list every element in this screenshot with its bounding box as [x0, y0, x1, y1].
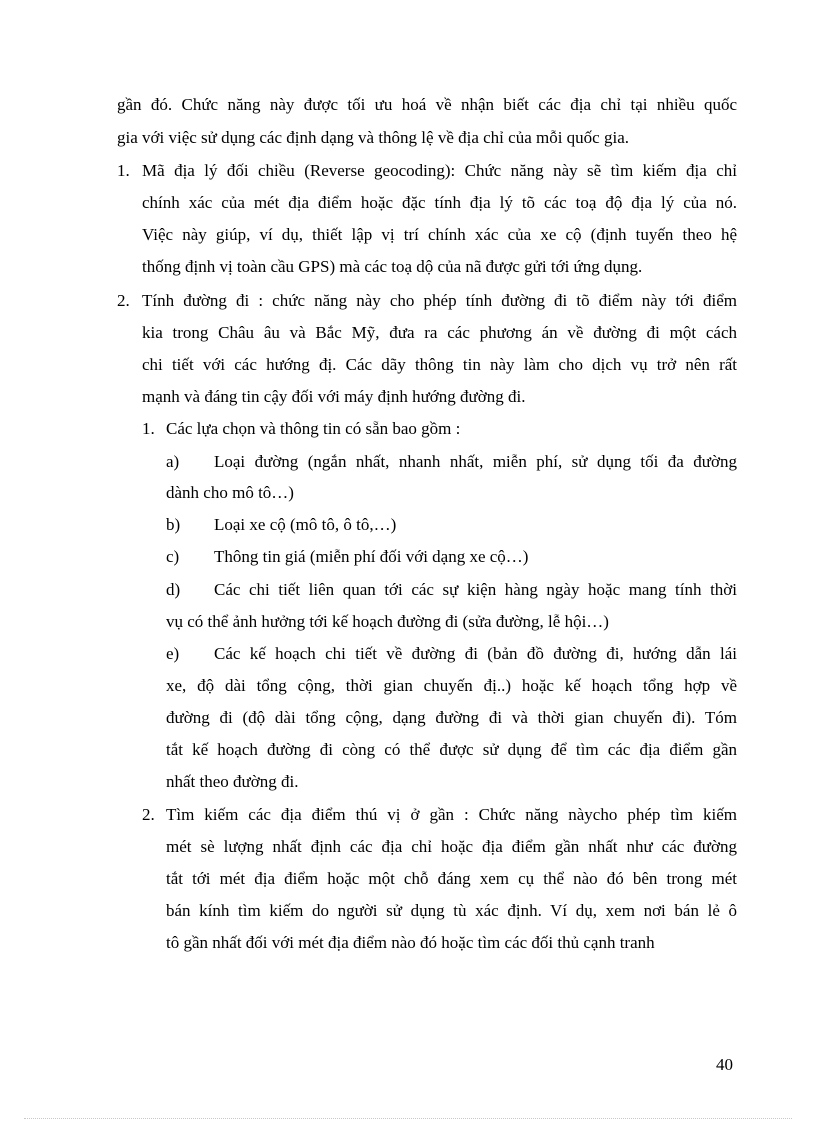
list-item-line: Tính đường đi : chức năng này cho phép tính đường đi tõ điểm này tới điểm	[142, 291, 737, 310]
option-line: tắt kế hoạch đường đi còng có thể được sử dụng để tìm các địa điểm gần	[166, 740, 737, 759]
option-letter: d)	[166, 580, 181, 599]
option-line: Thông tin giá (miễn phí đối với dạng xe cộ…)	[214, 547, 529, 566]
sub-item-line: Tìm kiếm các địa điểm thú vị ở gần : Chức năng nàycho phép tìm kiếm	[166, 805, 737, 824]
option-letter: a)	[166, 452, 180, 471]
option-line: Các kế hoạch chi tiết về đường đi (bản đồ đường đi, hướng dẫn lái	[214, 644, 737, 663]
list-item-line: chi tiết với các hướng đị. Các dãy thông tin này làm cho dịch vụ trở nên rất	[142, 355, 737, 374]
list-item-line: thống định vị toàn cầu GPS) mà các toạ dộ của nã được gửi tới ứng dụng.	[142, 257, 643, 276]
sub-item-line: Các lựa chọn và thông tin có sẵn bao gồm :	[166, 419, 461, 438]
option-line: vụ có thể ảnh hưởng tới kế hoạch đường đi (sửa đường, lễ hội…)	[166, 612, 609, 631]
list-item-line: Mã địa lý đối chiều (Reverse geocoding): Chức năng này sẽ tìm kiếm địa chỉ	[142, 161, 737, 180]
option-line: nhất theo đường đi.	[166, 772, 299, 791]
option-line: Loại xe cộ (mô tô, ô tô,…)	[214, 515, 397, 534]
list-item-line: mạnh và đáng tin cậy đối với máy định hướng đường đi.	[142, 387, 526, 406]
sub-item-line: tô gần nhất đối với mét địa điểm nào đó hoặc tìm các đối thủ cạnh tranh	[166, 933, 655, 952]
list-item-number: 2.	[117, 291, 130, 310]
option-letter: e)	[166, 644, 180, 663]
sub-item-line: mét sè lượng nhất định các địa chỉ hoặc địa điểm gần nhất như các đường	[166, 837, 737, 856]
option-line: Các chi tiết liên quan tới các sự kiện hàng ngày hoặc mang tính thời	[214, 580, 737, 599]
sub-item-number: 1.	[142, 419, 155, 438]
page-bottom-divider	[24, 1118, 792, 1119]
page-number: 40	[716, 1055, 733, 1074]
sub-item-line: tắt tới mét địa điểm hoặc một chỗ đáng xem cụ thể nào đó bên trong mét	[166, 869, 737, 888]
sub-item-number: 2.	[142, 805, 155, 824]
sub-item-line: bán kính tìm kiếm do người sử dụng tù xác định. Ví dụ, xem nơi bán lẻ ô	[166, 901, 737, 920]
list-item-line: kia trong Châu âu và Bắc Mỹ, đưa ra các phương án về đường đi một cách	[142, 323, 737, 342]
option-line: Loại đường (ngắn nhất, nhanh nhất, miễn phí, sử dụng tối đa đường	[214, 452, 737, 471]
list-item-line: Việc này giúp, ví dụ, thiết lập vị trí chính xác của xe cộ (định tuyến theo hệ	[142, 225, 737, 244]
option-line: xe, độ dài tổng cộng, thời gian chuyến đị..) hoặc kế hoạch tổng hợp về	[166, 676, 737, 695]
list-item-line: chính xác của mét địa điểm hoặc đặc tính địa lý tõ các toạ độ địa lý của nó.	[142, 193, 737, 212]
intro-line: gần đó. Chức năng này được tối ưu hoá về nhận biết các địa chỉ tại nhiều quốc	[117, 95, 737, 114]
option-letter: b)	[166, 515, 181, 534]
option-letter: c)	[166, 547, 180, 566]
option-line: đường đi (độ dài tổng cộng, dạng đường đi và thời gian chuyến đi). Tóm	[166, 708, 737, 727]
option-line: dành cho mô tô…)	[166, 483, 294, 502]
intro-line: gia với việc sử dụng các định dạng và thông lệ về địa chỉ của mỗi quốc gia.	[117, 128, 630, 147]
list-item-number: 1.	[117, 161, 130, 180]
